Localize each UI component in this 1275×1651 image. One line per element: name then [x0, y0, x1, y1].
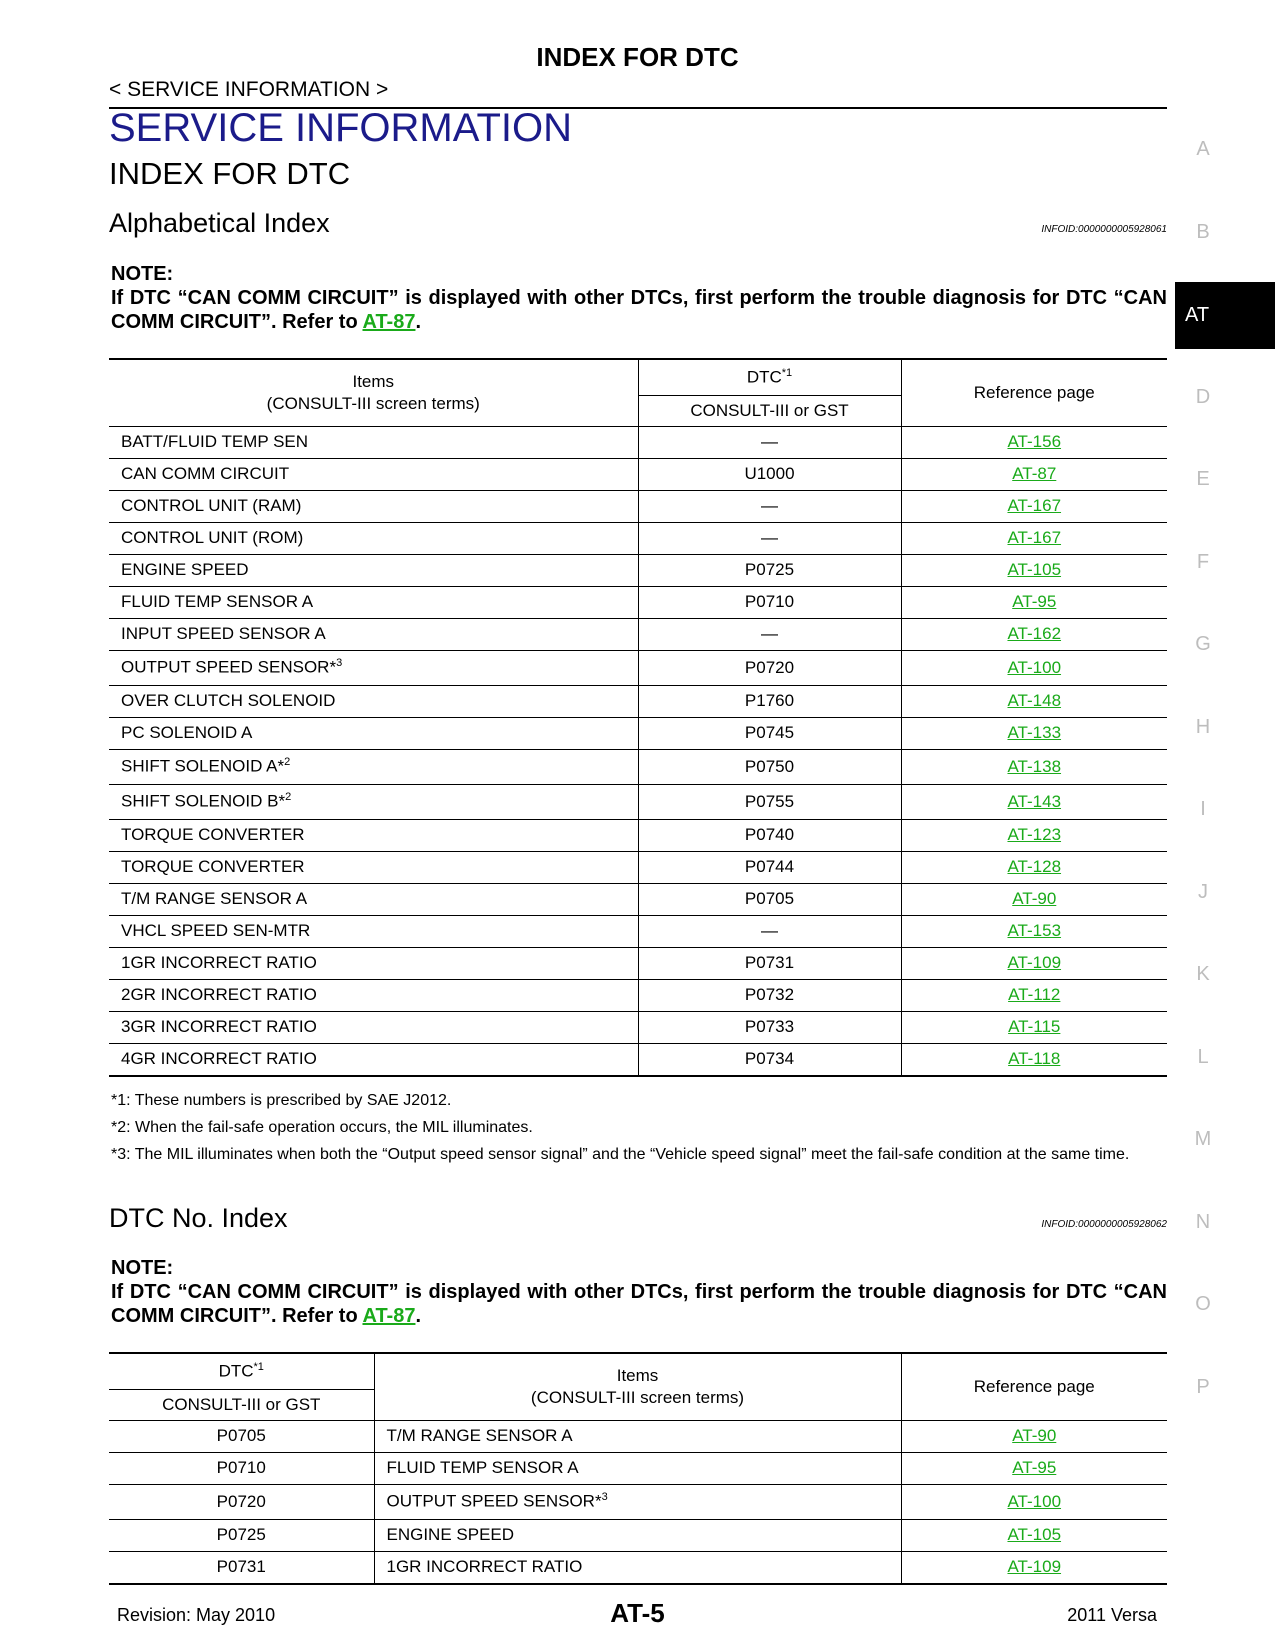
footnotes [111, 1090, 1167, 1166]
reference-cell [901, 522, 1167, 554]
dtc-cell: P0732 [638, 979, 901, 1011]
breadcrumb: < SERVICE INFORMATION > [109, 78, 389, 101]
footnote-2: *2: When the fail-safe operation occurs, the MIL illuminates. [111, 1119, 533, 1136]
table-row [109, 586, 1167, 618]
footnote-3: *3: The MIL illuminates when both the “Output speed sensor signal” and the “Vehicle speed signal” meet the fail-safe condition at the same time. [111, 1146, 1130, 1163]
reference-link[interactable]: AT-167 [1007, 528, 1062, 547]
reference-page-column-header: Reference page [901, 1353, 1167, 1420]
reference-link[interactable]: AT-133 [1007, 723, 1062, 742]
reference-cell [901, 1484, 1167, 1519]
reference-cell [901, 618, 1167, 650]
alphabetical-index-table [109, 358, 1167, 1077]
side-tab[interactable]: B [1196, 220, 1210, 243]
dtc-subheader: CONSULT-III or GST [638, 395, 901, 426]
note-label: NOTE: [111, 263, 174, 285]
page-title: INDEX FOR DTC [109, 156, 351, 191]
reference-cell [901, 1519, 1167, 1551]
table-row [109, 1519, 1167, 1551]
reference-link[interactable]: AT-115 [1008, 1017, 1061, 1036]
reference-cell [901, 426, 1167, 458]
reference-cell [901, 717, 1167, 749]
note-end: . [415, 311, 422, 333]
reference-cell [901, 851, 1167, 883]
item-cell: FLUID TEMP SENSOR A [374, 1452, 901, 1484]
items-column-header: Items (CONSULT-III screen terms) [374, 1353, 901, 1420]
reference-link[interactable]: AT-128 [1007, 857, 1062, 876]
dtc-column-header: DTC$^{*1}$ [109, 1353, 374, 1389]
reference-link[interactable]: AT-90 [1012, 889, 1057, 908]
reference-link[interactable]: AT-100 [1007, 1491, 1062, 1511]
note-end: . [415, 1305, 422, 1327]
table-row [109, 883, 1167, 915]
reference-cell [901, 1452, 1167, 1484]
table-row [109, 554, 1167, 586]
reference-link[interactable]: AT-153 [1007, 921, 1062, 940]
side-tab[interactable]: O [1195, 1293, 1211, 1315]
dtc-no-index-heading: DTC No. Index [109, 1203, 288, 1233]
dtc-no-index-table [109, 1352, 1167, 1585]
item-cell: CONTROL UNIT (ROM) [109, 522, 638, 554]
item-cell: TORQUE CONVERTER [109, 819, 638, 851]
table-row [109, 1011, 1167, 1043]
dtc-cell: P0733 [638, 1011, 901, 1043]
dtc-cell: P0725 [638, 554, 901, 586]
table-row [109, 784, 1167, 819]
reference-cell [901, 1551, 1167, 1584]
side-tab[interactable]: E [1196, 468, 1210, 490]
reference-cell [901, 749, 1167, 784]
item-cell: FLUID TEMP SENSOR A [109, 586, 638, 618]
reference-cell [901, 979, 1167, 1011]
dtc-cell: P0710 [638, 586, 901, 618]
dtc-cell: — [638, 426, 901, 458]
reference-cell [901, 819, 1167, 851]
dtc-cell: P0710 [109, 1452, 374, 1484]
table-row [109, 749, 1167, 784]
dtc-cell: U1000 [638, 458, 901, 490]
table-row [109, 819, 1167, 851]
table-row [109, 915, 1167, 947]
reference-link[interactable]: AT-118 [1008, 1049, 1061, 1068]
dtc-no-note [111, 1256, 1167, 1328]
dtc-cell: P0755 [638, 784, 901, 819]
side-tab[interactable]: A [1196, 138, 1210, 160]
item-cell: ENGINE SPEED [109, 554, 638, 586]
item-cell: CAN COMM CIRCUIT [109, 458, 638, 490]
dtc-cell: P0731 [109, 1551, 374, 1584]
reference-cell [901, 586, 1167, 618]
item-cell: INPUT SPEED SENSOR A [109, 618, 638, 650]
dtc-cell: P0734 [638, 1043, 901, 1076]
item-cell: OUTPUT SPEED SENSOR*$^3$ [109, 650, 638, 685]
item-cell: OVER CLUTCH SOLENOID [109, 685, 638, 717]
reference-link[interactable]: AT-167 [1007, 496, 1062, 515]
reference-link[interactable]: AT-100 [1007, 657, 1062, 677]
reference-cell [901, 1011, 1167, 1043]
item-cell: SHIFT SOLENOID B*$^2$ [109, 784, 638, 819]
item-cell: T/M RANGE SENSOR A [374, 1420, 901, 1452]
table-row [109, 851, 1167, 883]
reference-link[interactable]: AT-95 [1012, 1458, 1057, 1477]
reference-cell [901, 1043, 1167, 1076]
dtc-cell: P0750 [638, 749, 901, 784]
reference-link[interactable]: AT-95 [1012, 592, 1057, 611]
note-reference-link[interactable]: AT-87 [362, 311, 416, 333]
item-cell: SHIFT SOLENOID A*$^2$ [109, 749, 638, 784]
item-cell: 1GR INCORRECT RATIO [374, 1551, 901, 1584]
dtc-cell: — [638, 618, 901, 650]
dtc-cell: — [638, 490, 901, 522]
revision-date: Revision: May 2010 [117, 1605, 276, 1625]
dtc-cell: P0744 [638, 851, 901, 883]
reference-page-column-header: Reference page [901, 359, 1167, 426]
footnote-1: *1: These numbers is prescribed by SAE J2012. [111, 1092, 452, 1109]
note-text: If DTC “CAN COMM CIRCUIT” is displayed with other DTCs, first perform the trouble diagnosis for DTC “CAN COMM CIRCUIT”. Refer to [111, 287, 1167, 333]
table-row [109, 685, 1167, 717]
reference-link[interactable]: AT-148 [1007, 691, 1062, 710]
reference-cell [901, 784, 1167, 819]
side-tab[interactable]: D [1195, 385, 1211, 408]
reference-link[interactable]: AT-109 [1007, 953, 1062, 972]
side-tab[interactable]: F [1196, 550, 1210, 573]
reference-link[interactable]: AT-112 [1008, 985, 1061, 1004]
page-number: AT-5 [610, 1598, 665, 1628]
section-title: SERVICE INFORMATION [109, 106, 573, 150]
dtc-cell: P0720 [109, 1484, 374, 1519]
item-cell: BATT/FLUID TEMP SEN [109, 426, 638, 458]
dtc-column-header: DTC$^{*1}$ [638, 359, 901, 395]
reference-link[interactable]: AT-105 [1007, 1525, 1062, 1544]
reference-link[interactable]: AT-156 [1007, 432, 1062, 451]
dtc-cell: P0740 [638, 819, 901, 851]
side-tab[interactable]: H [1195, 715, 1211, 738]
table-row [109, 1452, 1167, 1484]
note-reference-link[interactable]: AT-87 [362, 1305, 416, 1327]
side-tab[interactable]: J [1198, 880, 1208, 903]
reference-link[interactable]: AT-162 [1007, 624, 1062, 643]
items-column-header: Items (CONSULT-III screen terms) [109, 359, 638, 426]
reference-link[interactable]: AT-109 [1007, 1557, 1062, 1576]
table-row [109, 979, 1167, 1011]
table-row [109, 522, 1167, 554]
reference-cell [901, 947, 1167, 979]
dtc-cell: — [638, 915, 901, 947]
reference-cell [901, 554, 1167, 586]
side-tab[interactable]: I [1200, 798, 1206, 820]
item-cell: PC SOLENOID A [109, 717, 638, 749]
item-cell: 4GR INCORRECT RATIO [109, 1043, 638, 1076]
alphabetical-infoid: INFOID:0000000005928061 [1041, 224, 1167, 235]
vehicle-model: 2011 Versa [1067, 1605, 1157, 1625]
table-row [109, 618, 1167, 650]
reference-cell [901, 458, 1167, 490]
item-cell: ENGINE SPEED [374, 1519, 901, 1551]
item-cell: T/M RANGE SENSOR A [109, 883, 638, 915]
table-row [109, 490, 1167, 522]
item-cell: 3GR INCORRECT RATIO [109, 1011, 638, 1043]
table-row [109, 458, 1167, 490]
side-tab[interactable]: M [1194, 1128, 1212, 1150]
reference-cell [901, 883, 1167, 915]
dtc-subheader: CONSULT-III or GST [109, 1389, 374, 1420]
table-row [109, 717, 1167, 749]
table-row [109, 1043, 1167, 1076]
dtc-cell: — [638, 522, 901, 554]
reference-link[interactable]: AT-143 [1007, 791, 1062, 811]
reference-link[interactable]: AT-123 [1007, 825, 1062, 844]
dtc-cell: P0731 [638, 947, 901, 979]
reference-link[interactable]: AT-105 [1007, 560, 1062, 579]
note-text: If DTC “CAN COMM CIRCUIT” is displayed with other DTCs, first perform the trouble diagnosis for DTC “CAN COMM CIRCUIT”. Refer to [111, 1281, 1167, 1327]
alphabetical-index-heading: Alphabetical Index [109, 208, 330, 238]
reference-link[interactable]: AT-90 [1012, 1426, 1057, 1445]
note-label: NOTE: [111, 1257, 174, 1279]
reference-link[interactable]: AT-138 [1007, 756, 1062, 776]
side-tab[interactable]: L [1197, 1045, 1209, 1068]
running-title: INDEX FOR DTC [536, 42, 739, 72]
reference-cell [901, 685, 1167, 717]
side-tab[interactable]: N [1195, 1210, 1211, 1233]
reference-cell [901, 1420, 1167, 1452]
dtc-no-infoid: INFOID:0000000005928062 [1041, 1219, 1167, 1230]
dtc-cell: P0725 [109, 1519, 374, 1551]
reference-cell [901, 490, 1167, 522]
item-cell: CONTROL UNIT (RAM) [109, 490, 638, 522]
side-tab[interactable]: G [1195, 633, 1211, 655]
table-row [109, 426, 1167, 458]
table-row [109, 650, 1167, 685]
side-tab[interactable]: P [1196, 1375, 1210, 1398]
dtc-cell: P1760 [638, 685, 901, 717]
dtc-cell: P0705 [109, 1420, 374, 1452]
item-cell: 1GR INCORRECT RATIO [109, 947, 638, 979]
alphabetical-note [111, 262, 1167, 334]
reference-cell [901, 650, 1167, 685]
side-tab-active[interactable]: AT [1175, 282, 1275, 349]
reference-cell [901, 915, 1167, 947]
table-row [109, 947, 1167, 979]
table-row [109, 1420, 1167, 1452]
dtc-cell: P0745 [638, 717, 901, 749]
side-tab[interactable]: K [1196, 963, 1210, 985]
item-cell: VHCL SPEED SEN-MTR [109, 915, 638, 947]
dtc-cell: P0720 [638, 650, 901, 685]
reference-link[interactable]: AT-87 [1012, 464, 1057, 483]
item-cell: OUTPUT SPEED SENSOR*$^3$ [374, 1484, 901, 1519]
table-row [109, 1484, 1167, 1519]
dtc-cell: P0705 [638, 883, 901, 915]
item-cell: TORQUE CONVERTER [109, 851, 638, 883]
item-cell: 2GR INCORRECT RATIO [109, 979, 638, 1011]
table-row [109, 1551, 1167, 1584]
